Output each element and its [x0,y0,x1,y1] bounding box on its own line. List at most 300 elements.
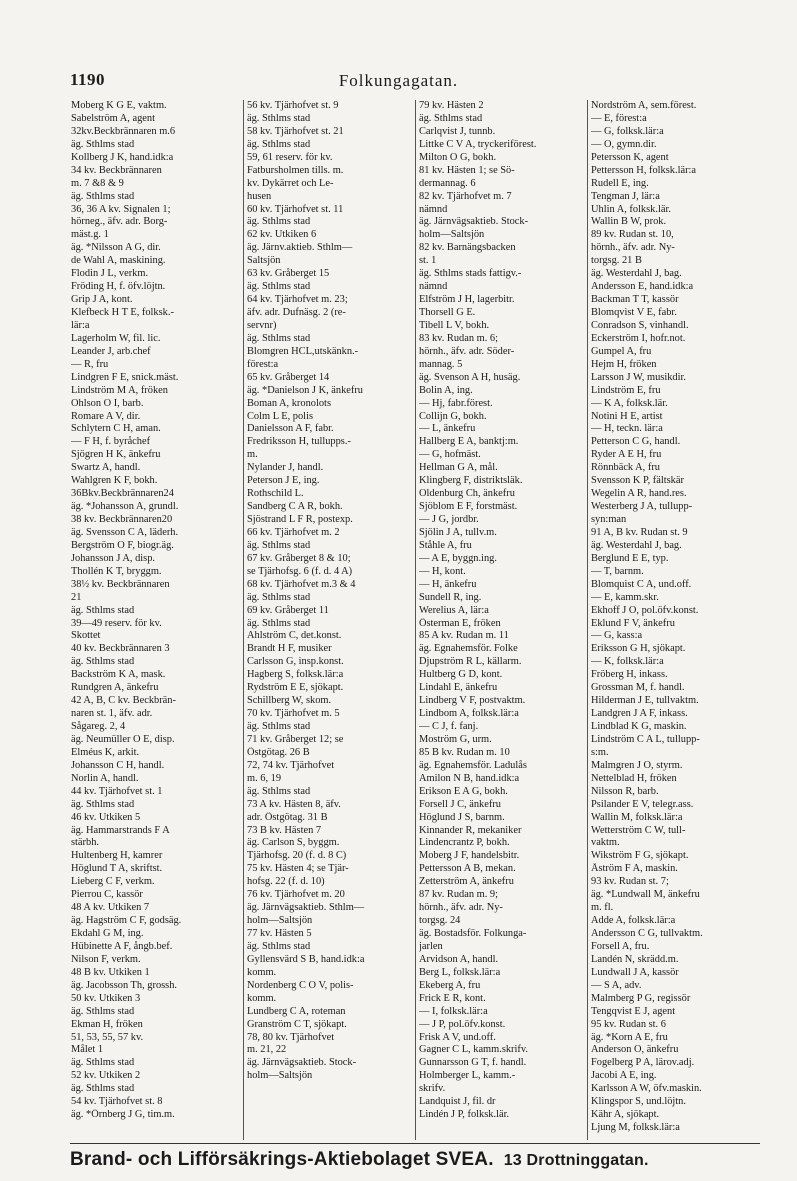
directory-entry: st. 1 [419,255,437,267]
directory-entry: Hilderman J E, tullvaktm. [591,695,699,707]
directory-entry: äg. Sthlms stad [71,798,135,810]
directory-entry: — J G, jordbr. [419,514,479,525]
directory-entry: — G, kass:a [591,630,643,642]
directory-entry: mäst.g. 1 [71,229,109,241]
directory-entry: Lundberg C A, roteman [247,1005,346,1017]
directory-entry: Milton O G, bokh. [419,151,497,163]
directory-entry: 21 [71,591,82,603]
directory-entry: 42 A, B, C kv. Beckbrän- [71,695,176,707]
directory-entry: Flodin J L, verkm. [71,268,149,280]
directory-entry: 66 kv. Tjärhofvet m. 2 [247,526,340,538]
directory-entry: Blomquist C A, und.off. [591,578,692,590]
directory-entry: 50 kv. Utkiken 3 [71,992,141,1004]
directory-entry: Lindblad K G, maskin. [591,721,687,732]
directory-entry: Lindbom A, folksk.lär:a [419,708,519,720]
directory-entry: 85 A kv. Rudan m. 11 [419,630,509,642]
directory-entry: Frick E R, kont. [419,992,486,1004]
directory-entry: Jacobi A E, ing. [591,1070,657,1082]
directory-entry: 34 kv. Beckbrännaren [71,164,162,176]
directory-entry: äg. Sthlms stad [71,1083,135,1095]
directory-entry: — E, kamm.skr. [591,591,659,603]
directory-entry: Klingberg F, distriktsläk. [419,475,523,487]
directory-entry: Ekeberg A, fru [419,979,481,991]
directory-entry: Karlsson A W, öfv.maskin. [591,1083,702,1095]
directory-entry: Leander J, arb.chef [71,345,151,357]
directory-entry: äg. Sthlms stad [247,591,311,603]
directory-entry: Backström K A, mask. [71,669,166,681]
directory-entry: Hultenberg H, kamrer [71,850,163,862]
directory-entry: servnr) [247,319,277,331]
directory-entry: 32kv.Beckbrännaren m.6 [71,125,176,137]
directory-entry: Carlqvist J, tunnb. [419,125,496,137]
directory-entry: 69 kv. Gråberget 11 [247,604,329,616]
directory-entry: Lindahl E, änkefru [419,682,498,694]
directory-entry: äg. Sthlms stad [71,138,135,150]
directory-entry: Moberg J F, handelsbitr. [419,850,520,862]
directory-entry: — A E, byggn.ing. [419,552,497,564]
directory-entry: Sjölin J A, tullv.m. [419,526,497,538]
directory-entry: Rothschild L. [247,488,304,500]
directory-entry: — K, folksk.lär:a [591,656,664,668]
directory-entry: — T, barnm. [591,565,644,577]
directory-entry: äg. Sthlms stad [247,138,311,150]
directory-entry: — H, änkefru [419,578,477,590]
directory-entry: 36, 36 A kv. Signalen 1; [71,203,171,215]
directory-entry: 70 kv. Tjärhofvet m. 5 [247,708,340,720]
directory-entry: — L, änkefru [419,423,476,435]
directory-entry: 77 kv. Hästen 5 [247,928,312,939]
directory-entry: Oldenburg Ch, änkefru [419,488,515,500]
directory-entry: Hagberg S, folksk.lär:a [247,669,344,681]
directory-entry: kv. Dykärret och Le- [247,177,334,189]
directory-entry: Lagerholm W, fil. lic. [71,332,161,344]
directory-entry: Fröding H, f. öfv.löjtn. [71,281,166,293]
directory-entry: äg. Svensson C A, läderh. [71,526,179,538]
directory-entry: äg. Hammarstrands F A [71,824,170,836]
directory-columns [71,100,761,1140]
directory-entry: Conradson S, vinhandl. [591,319,689,331]
directory-entry: Rönnbäck A, fru [591,462,660,474]
directory-entry: — O, gymn.dir. [591,138,657,150]
directory-entry: äg. Sthlms stad [71,656,135,668]
directory-entry: 93 kv. Rudan st. 7; [591,876,669,888]
directory-entry: nämnd [419,281,448,293]
directory-entry: 79 kv. Hästen 2 [419,100,484,111]
directory-entry: — H, kont. [419,565,466,577]
directory-entry: 82 kv. Barnängsbacken [419,242,516,254]
directory-entry: Zetterström A, änkefru [419,876,514,888]
directory-entry: m. [247,449,258,461]
footer-advertisement [70,1143,760,1171]
directory-entry: Littke C V A, tryckeriförest. [419,138,537,150]
directory-entry: torgsg. 24 [419,915,461,927]
directory-entry: Tjärhofsg. 20 (f. d. 8 C) [247,850,347,862]
directory-entry: äg. *Danielson J K, änkefru [247,384,363,396]
directory-entry: Amilon N B, hand.idk:a [419,772,520,784]
directory-entry: mannag. 5 [419,358,463,370]
directory-entry: Landén N, skrädd.m. [591,953,679,965]
directory-entry: Blomqvist V E, fabr. [591,307,677,318]
directory-entry: Kähr A, sjökapt. [591,1109,660,1121]
directory-entry: — G, folksk.lär:a [591,125,664,137]
directory-entry: Målet 1 [71,1044,104,1056]
directory-entry: vaktm. [591,837,620,849]
directory-entry: Forsell J C, änkefru [419,798,501,810]
directory-entry: hörnh., äfv. adr. Söder- [419,345,515,357]
directory-entry: — F H, f. byråchef [71,436,151,448]
directory-entry: dermannag. 6 [419,177,476,189]
directory-entry: Wetterström C W, tull- [591,824,686,836]
directory-entry: äg. Sthlms stad [247,281,311,293]
directory-entry: Malmberg P G, regissör [591,992,691,1004]
directory-entry: Gunnarsson G T, f. handl. [419,1057,527,1069]
directory-entry: adr. Östgötag. 31 B [247,811,328,823]
directory-entry: Lieberg C F, verkm. [71,876,155,888]
directory-entry: Swartz A, handl. [71,462,141,474]
directory-entry: Pettersson H, folksk.lär:a [591,164,697,176]
directory-entry: Sjöblom E F, forstmäst. [419,501,518,513]
directory-entry: Höglund T A, skriftst. [71,863,163,875]
directory-entry: Ekhoff J O, pol.öfv.konst. [591,604,699,616]
directory-entry: Fogelberg P A, lärov.adj. [591,1057,695,1069]
directory-entry: Gagner C L, kamm.skrifv. [419,1044,528,1056]
directory-entry: Frisk A V, und.off. [419,1031,496,1043]
directory-entry: äg. Carlson S, byggm. [247,837,340,849]
directory-entry: Werelius A, lär:a [419,604,489,616]
directory-entry: Landgren J A F, inkass. [591,708,688,720]
directory-entry: äg. Järnvägsaktieb. Stock- [419,216,529,228]
directory-entry: Gyllensvärd S B, hand.idk:a [247,953,365,965]
directory-entry: äg. *Örnberg J G, tim.m. [71,1109,175,1121]
directory-entry: Östgötag. 26 B [247,746,310,758]
directory-entry: Romare A V, dir. [71,410,141,422]
directory-entry: 59, 61 reserv. för kv. [247,151,333,163]
page-title: Folkungagatan. [338,71,459,90]
directory-entry: — S A, adv. [591,979,642,991]
directory-entry: Johansson J A, disp. [71,552,156,564]
directory-entry: 62 kv. Utkiken 6 [247,229,317,241]
directory-entry: Sabelström A, agent [71,112,155,124]
directory-entry: Nilson F, verkm. [71,953,141,965]
directory-entry: äg. Sthlms stad [419,112,483,124]
directory-entry: Kollberg J K, hand.idk:a [71,151,174,163]
directory-entry: 54 kv. Tjärhofvet st. 8 [71,1096,163,1108]
directory-entry: 73 A kv. Hästen 8, äfv. [247,798,341,810]
directory-entry: äg. Neumüller O E, disp. [71,733,175,745]
directory-entry: Nylander J, handl. [247,462,324,474]
directory-entry: äg. Järnv.aktieb. Sthlm— [247,242,353,254]
directory-entry: de Wahl A, maskining. [71,255,166,267]
directory-entry: 46 kv. Utkiken 5 [71,811,141,823]
directory-entry: äg. Hagström C F, godsäg. [71,915,182,927]
directory-entry: äg. *Nilsson A G, dir. [71,242,161,254]
column-3 [415,100,587,1140]
directory-entry: Thollén K T, bryggm. [71,565,162,577]
directory-entry: Wallin M, folksk.lär:a [591,811,683,823]
directory-entry: Wahlgren K F, bokh. [71,475,158,487]
directory-entry: husen [247,190,272,202]
directory-entry: Holmberger L, kamm.- [419,1070,516,1082]
directory-entry: 40 kv. Beckbrännaren 3 [71,643,170,655]
directory-entry: Blomgren HCL,utskänkn.- [247,345,359,357]
directory-entry: äg. Järnvägsaktieb. Stock- [247,1057,357,1069]
directory-entry: 51, 53, 55, 57 kv. [71,1031,144,1043]
directory-entry: Lindén J P, folksk.lär. [419,1109,510,1121]
directory-entry: Peterson J E, ing. [247,475,320,487]
directory-entry: äg. Sthlms stad [71,604,135,616]
directory-entry: Wegelin A R, hand.res. [591,488,687,500]
directory-entry: skrifv. [419,1083,446,1095]
directory-entry: 56 kv. Tjärhofvet st. 9 [247,100,339,111]
page-number: 1190 [70,70,106,89]
directory-entry: Svensson K P, fältskär [591,475,684,487]
directory-entry: Nordenberg C O V, polis- [247,979,354,991]
directory-entry: Hellman G A, mål. [419,462,498,474]
directory-entry: 89 kv. Rudan st. 10, [591,229,674,241]
directory-entry: Schlytern C H, aman. [71,423,161,435]
directory-entry: 83 kv. Rudan m. 6; [419,332,498,344]
directory-entry: hörnh., äfv. adr. Ny- [419,902,503,914]
directory-entry: se Tjärhofsg. 6 (f. d. 4 A) [247,565,353,577]
directory-entry: Westerberg J A, tullupp- [591,501,693,513]
directory-entry: 82 kv. Tjärhofvet m. 7 [419,190,512,202]
directory-entry: Lindencrantz P, bokh. [419,837,510,849]
directory-entry: Pettersson A B, mekan. [419,863,516,875]
directory-entry: 48 B kv. Utkiken 1 [71,966,150,978]
directory-entry: lär:a [71,319,90,331]
directory-entry: Klingspor S, und.löjtn. [591,1096,686,1108]
directory-entry: hofsg. 22 (f. d. 10) [247,876,325,888]
directory-entry: — E, förest:a [591,112,647,124]
directory-entry: m. 6, 19 [247,772,282,784]
directory-entry: Fredriksson H, tullupps.- [247,436,351,448]
directory-entry: Brandt H F, musiker [247,643,332,655]
directory-entry: hörnh., äfv. adr. Ny- [591,242,675,254]
directory-entry: Thorsell G E. [419,307,476,318]
directory-entry: Åström F A, maskin. [591,863,678,875]
directory-entry: Moström G, urm. [419,733,492,745]
directory-entry: Hallberg E A, banktj:m. [419,436,519,448]
directory-entry: — J P, pol.öfv.konst. [419,1018,506,1030]
directory-entry: Lindström M A, fröken [71,384,168,396]
directory-entry: Uhlin A, folksk.lär. [591,203,671,215]
directory-entry: Wikström F G, sjökapt. [591,850,689,862]
directory-entry: äg. Westerdahl J, bag. [591,539,682,551]
directory-entry: äg. Sthlms stad [71,1057,135,1069]
directory-entry: Nettelblad H, fröken [591,772,677,784]
directory-entry: Collijn G, bokh. [419,410,487,422]
footer-company: Brand- och Lifförsäkrings-Aktiebolaget SVEA. [70,1149,494,1170]
directory-entry: 75 kv. Hästen 4; se Tjär- [247,863,349,875]
directory-entry: Eckerström I, hofr.not. [591,332,686,344]
directory-entry: äg. Bostadsför. Folkunga- [419,928,527,939]
directory-entry: Granström C T, sjökapt. [247,1018,347,1030]
column-1 [71,100,243,1140]
directory-entry: Ohlson O I, barb. [71,397,144,409]
directory-entry: Rundgren A, änkefru [71,682,159,694]
directory-entry: äg. Jacobsson Th, grossh. [71,979,178,991]
directory-entry: — G, hofmäst. [419,449,481,461]
directory-entry: 65 kv. Gråberget 14 [247,371,330,383]
directory-entry: Psilander E V, telegr.ass. [591,798,694,810]
directory-entry: s:m. [591,746,609,758]
directory-entry: nämnd [419,203,448,215]
directory-entry: 48 A kv. Utkiken 7 [71,902,150,914]
directory-entry: 64 kv. Tjärhofvet m. 23; [247,294,348,306]
directory-entry: — I, folksk.lär:a [419,1005,488,1017]
directory-entry: Moberg K G E, vaktm. [71,100,167,111]
directory-entry: Österman E, fröken [419,617,501,629]
directory-entry: äg. Sthlms stad [247,721,311,732]
directory-entry: äg. Järnvägsaktieb. Sthlm— [247,902,365,914]
directory-entry: Lindgren F E, snick.mäst. [71,371,179,383]
directory-entry: Sågareg. 2, 4 [71,721,126,732]
directory-entry: Lindberg V F, postvaktm. [419,695,526,707]
directory-entry: Ekman H, fröken [71,1018,143,1030]
directory-entry: Kinnander R, mekaniker [419,824,522,836]
directory-entry: Hejm H, fröken [591,358,657,370]
directory-entry: Landquist J, fil. dr [419,1096,496,1108]
directory-entry: 81 kv. Hästen 1; se Sö- [419,164,515,176]
directory-entry: Nordström A, sem.förest. [591,100,697,111]
directory-entry: Fatbursholmen tills. m. [247,164,344,176]
directory-entry: äg. Svenson A H, husäg. [419,371,521,383]
directory-entry: Rudell E, ing. [591,177,649,189]
directory-entry: Lundwall J A, kassör [591,966,679,978]
directory-entry: Höglund J S, barnm. [419,811,505,823]
directory-entry: — H, teckn. lär:a [591,423,663,435]
directory-entry: 36Bkv.Beckbrännaren24 [71,488,174,500]
directory-entry: äg. *Johansson A, grundl. [71,501,179,513]
directory-entry: äg. Sthlms stad [71,190,135,202]
directory-entry: torgsg. 21 B [591,255,642,267]
directory-entry: äg. Sthlms stad [247,785,311,797]
directory-entry: Sandberg C A R, bokh. [247,501,343,513]
directory-entry: holm—Saltsjön [419,229,485,241]
directory-entry: Notini H E, artist [591,410,663,422]
directory-entry: Lindström E, fru [591,384,661,396]
directory-entry: Norlin A, handl. [71,772,139,784]
directory-entry: Erikson E A G, bokh. [419,785,508,797]
directory-entry: Tengman J, lär:a [591,190,660,202]
column-2 [243,100,415,1140]
directory-entry: holm—Saltsjön [247,915,313,927]
directory-entry: Ekdahl G M, ing. [71,928,144,939]
directory-entry: 71 kv. Gråberget 12; se [247,733,344,745]
directory-entry: Forsell A, fru. [591,940,650,952]
directory-entry: Skottet [71,630,101,642]
directory-entry: 52 kv. Utkiken 2 [71,1070,141,1082]
directory-entry: Sundell R, ing. [419,591,482,603]
directory-entry: äfv. adr. Dufnäsg. 2 (re- [247,307,346,318]
directory-entry: Nilsson R, barb. [591,785,659,797]
directory-entry: Rydström E E, sjökapt. [247,682,344,694]
directory-entry: Schillberg W, skom. [247,695,332,707]
directory-entry: 44 kv. Tjärhofvet st. 1 [71,785,163,797]
directory-entry: Petterson C G, handl. [591,436,681,448]
directory-entry: Ståhle A, fru [419,539,472,551]
directory-entry: äg. *Lundwall M, änkefru [591,889,700,901]
directory-entry: stärbh. [71,837,99,849]
directory-entry: 95 kv. Rudan st. 6 [591,1018,666,1030]
directory-entry: 60 kv. Tjärhofvet st. 11 [247,203,344,215]
directory-entry: 38½ kv. Beckbrännaren [71,578,170,590]
directory-entry: Andersson E, hand.idk:a [591,281,694,293]
directory-entry: jarlen [419,940,443,952]
directory-entry: Djupström R L, källarm. [419,656,522,668]
directory-entry: äg. Egnahemsför. Folke [419,643,518,655]
directory-entry: — Hj, fabr.förest. [419,397,493,409]
directory-entry: äg. Sthlms stad [247,539,311,551]
directory-entry: Danielsson A F, fabr. [247,423,334,435]
directory-entry: Sjöstrand L F R, postexp. [247,514,353,525]
directory-entry: syn:man [591,514,627,525]
directory-entry: 38 kv. Beckbrännaren20 [71,514,173,525]
directory-entry: Hultberg G D, kont. [419,669,503,681]
directory-entry: 63 kv. Gråberget 15 [247,268,330,280]
directory-entry: Gumpel A, fru [591,345,652,357]
directory-entry: Carlsson G, insp.konst. [247,656,344,668]
directory-entry: 85 B kv. Rudan m. 10 [419,746,510,758]
directory-entry: Berg L, folksk.lär:a [419,966,501,978]
directory-entry: Colm L E, polis [247,410,314,422]
directory-entry: Elfström J H, lagerbitr. [419,294,515,306]
directory-entry: äg. Sthlms stad [247,940,311,952]
directory-entry: Boman A, kronolots [247,397,331,409]
directory-entry: Eklund F V, änkefru [591,617,675,629]
directory-entry: Bolin A, ing. [419,384,473,396]
directory-entry: Anderson O, änkefru [591,1044,679,1056]
directory-entry: äg. Westerdahl J, bag. [591,268,682,280]
directory-entry: 78, 80 kv. Tjärhofvet [247,1031,335,1043]
directory-entry: äg. Sthlms stad [247,617,311,629]
directory-entry: 73 B kv. Hästen 7 [247,824,322,836]
directory-entry: m. 21, 22 [247,1044,287,1056]
directory-entry: Tibell L V, bokh. [419,319,490,331]
directory-entry: 87 kv. Rudan m. 9; [419,889,498,901]
directory-entry: äg. Sthlms stads fattigv.- [419,268,522,280]
directory-entry: m. 7 &8 & 9 [71,177,124,189]
directory-entry: 39—49 reserv. för kv. [71,617,162,629]
directory-entry: äg. Egnahemsför. Ladulås [419,759,527,771]
directory-entry: 76 kv. Tjärhofvet m. 20 [247,889,345,901]
directory-entry: 58 kv. Tjärhofvet st. 21 [247,125,344,137]
directory-entry: Adde A, folksk.lär:a [591,915,676,927]
directory-entry: Fröberg H, inkass. [591,669,668,681]
directory-entry: Andersson C G, tullvaktm. [591,928,703,939]
directory-entry: Larsson J W, musikdir. [591,371,686,383]
directory-entry: — K A, folksk.lär. [591,397,668,409]
directory-entry: Pierrou C, kassör [71,889,143,901]
directory-entry: äg. Sthlms stad [247,112,311,124]
directory-entry: Malmgren J O, styrm. [591,759,683,771]
directory-entry: Tengqvist E J, agent [591,1005,676,1017]
directory-entry: Klefbeck H T E, folksk.- [71,307,174,318]
directory-entry: komm. [247,992,277,1004]
directory-entry: äg. Sthlms stad [247,332,311,344]
directory-entry: Backman T T, kassör [591,294,679,306]
directory-entry: 68 kv. Tjärhofvet m.3 & 4 [247,578,356,590]
directory-entry: Ryder A E H, fru [591,449,662,461]
directory-entry: — C J, f. fanj. [419,721,479,732]
directory-entry: Petersson K, agent [591,151,669,163]
directory-entry: förest:a [247,358,279,370]
directory-entry: Saltsjön [247,255,281,267]
directory-entry: 91 A, B kv. Rudan st. 9 [591,526,688,538]
directory-entry: m. fl. [591,902,614,914]
directory-entry: 72, 74 kv. Tjärhofvet [247,759,335,771]
footer-address: 13 Drottninggatan. [503,1152,649,1169]
